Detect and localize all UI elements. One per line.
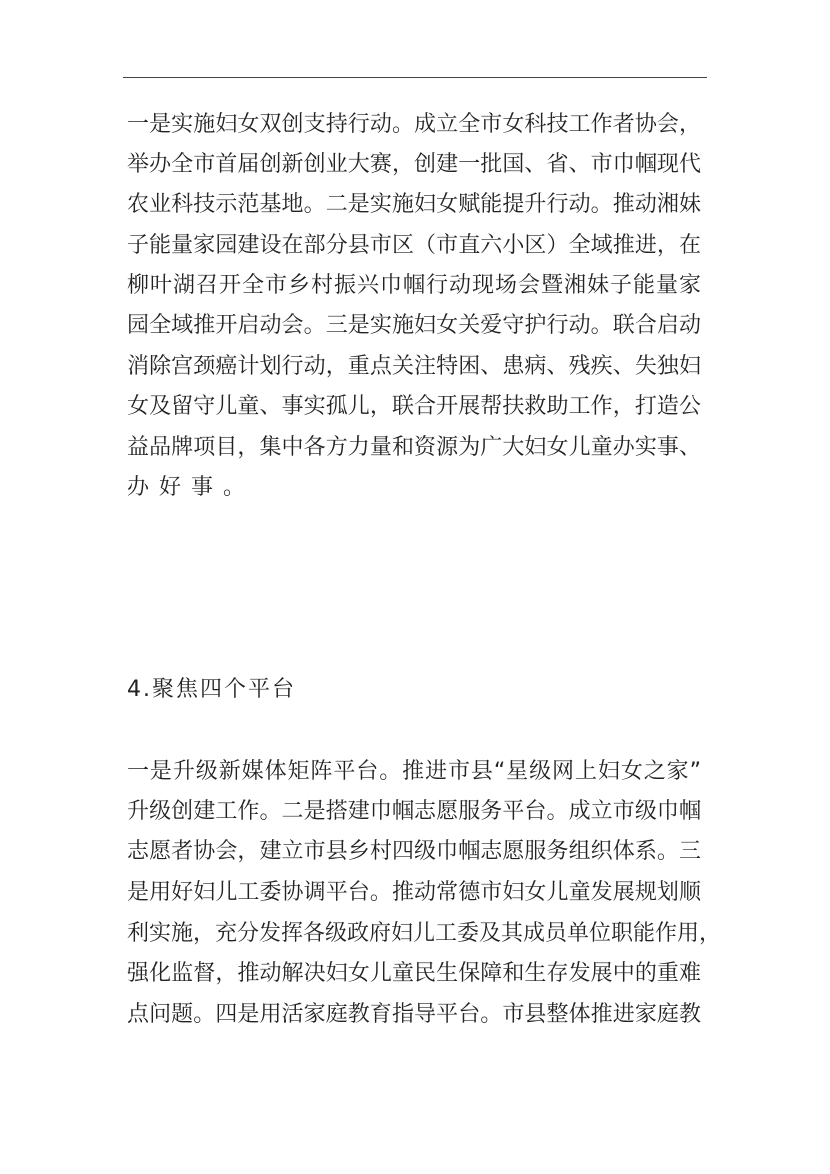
text-line: 志愿者协会，建立市县乡村四级巾帼志愿服务组织体系。三 <box>127 839 701 864</box>
text-line: 子能量家园建设在部分县市区（市直六小区）全域推进，在 <box>127 233 701 258</box>
text-line: 柳叶湖召开全市乡村振兴巾帼行动现场会暨湘妹子能量家 <box>127 273 701 298</box>
text-line: 一是升级新媒体矩阵平台。推进市县“星级网上妇女之家” <box>127 759 701 784</box>
text-line: 举办全市首届创新创业大赛，创建一批国、省、市巾帼现代 <box>127 152 701 177</box>
header-rule <box>123 77 707 78</box>
section-heading: 4.聚焦四个平台 <box>127 677 296 702</box>
text-line: 强化监督，推动解决妇女儿童民生保障和生存发展中的重难 <box>127 961 701 986</box>
text-line: 益品牌项目，集中各方力量和资源为广大妇女儿童办实事、 <box>127 435 701 460</box>
text-line: 利实施，充分发挥各级政府妇儿工委及其成员单位职能作用， <box>127 921 722 946</box>
text-line: 点问题。四是用活家庭教育指导平台。市县整体推进家庭教 <box>127 1002 701 1027</box>
text-line: 园全域推开启动会。三是实施妇女关爱守护行动。联合启动 <box>127 313 701 338</box>
text-line: 一是实施妇女双创支持行动。成立全市女科技工作者协会， <box>127 112 701 137</box>
text-line: 办好事。 <box>127 475 256 500</box>
text-line: 是用好妇儿工委协调平台。推动常德市妇女儿童发展规划顺 <box>127 880 701 905</box>
text-line: 升级创建工作。二是搭建巾帼志愿服务平台。成立市级巾帼 <box>127 799 701 824</box>
text-line: 农业科技示范基地。二是实施妇女赋能提升行动。推动湘妹 <box>127 192 701 217</box>
text-line: 消除宫颈癌计划行动，重点关注特困、患病、残疾、失独妇 <box>127 354 701 379</box>
text-line: 女及留守儿童、事实孤儿，联合开展帮扶救助工作，打造公 <box>127 394 701 419</box>
